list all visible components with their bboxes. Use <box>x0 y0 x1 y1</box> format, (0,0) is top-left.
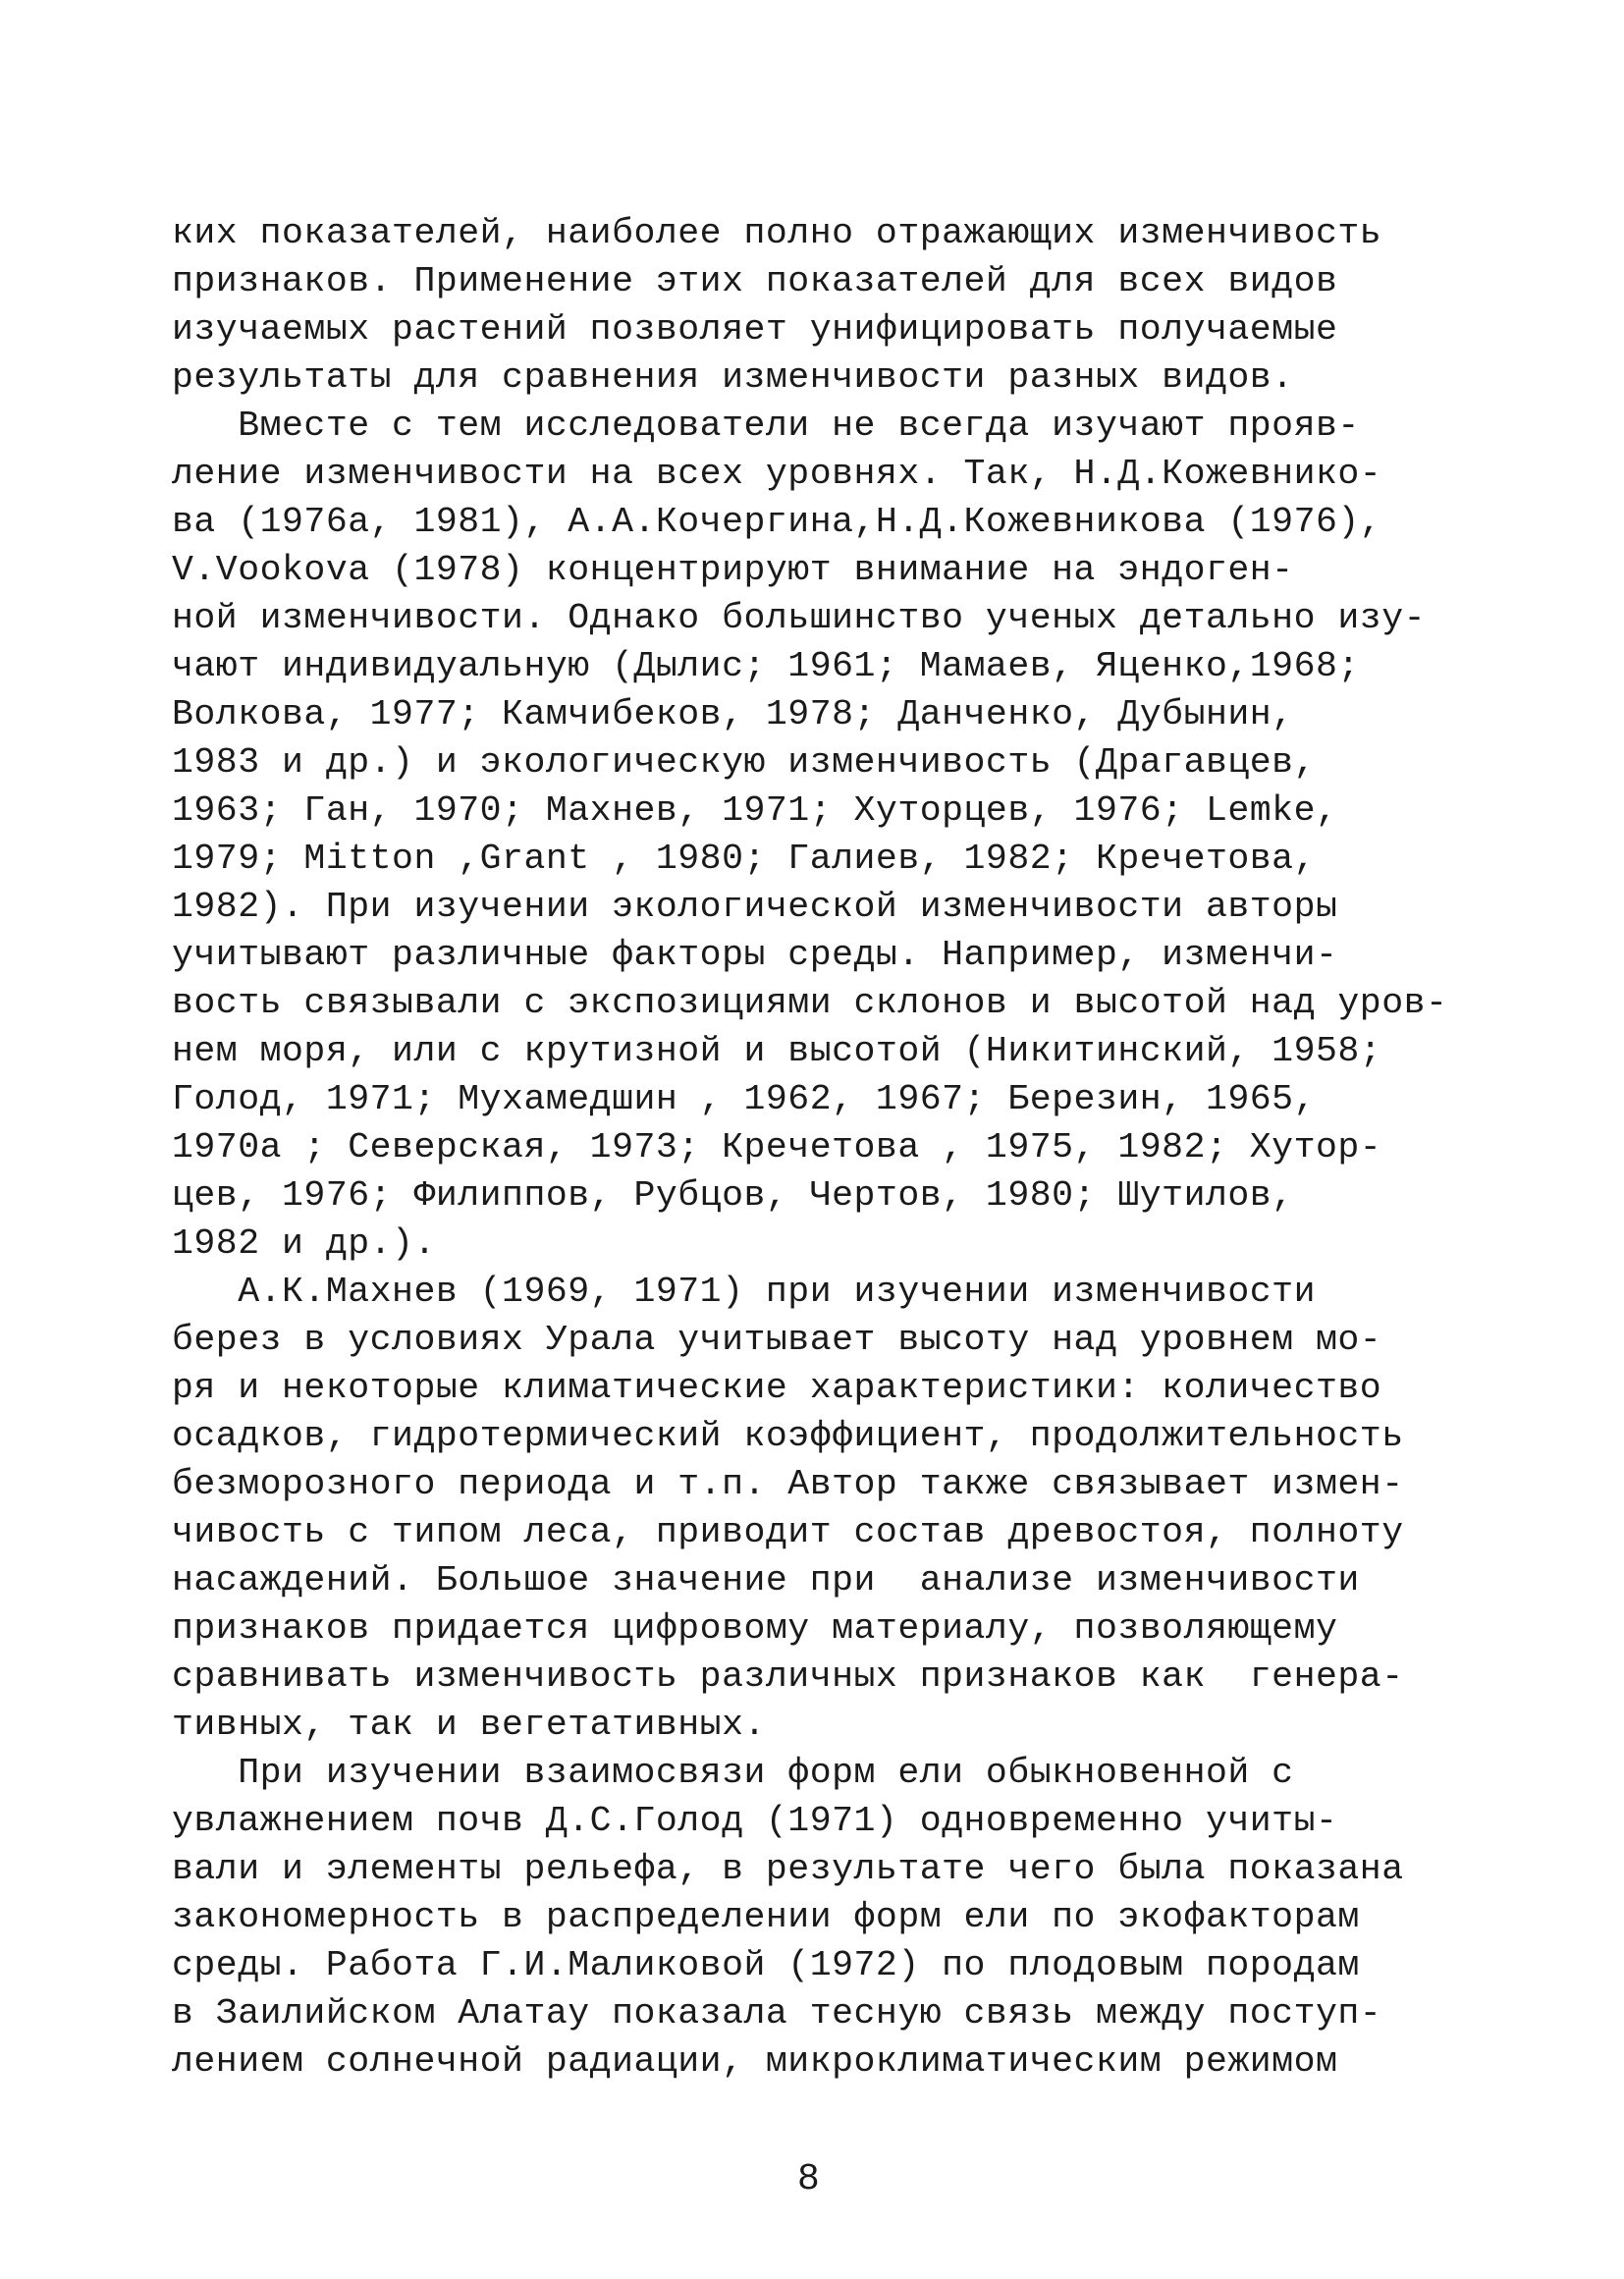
text-line: 1970а ; Северская, 1973; Кречетова , 1975, 1982; Хутор- <box>172 1127 1382 1167</box>
text-line: Волкова, 1977; Камчибеков, 1978; Данченко, Дубынин, <box>172 694 1294 734</box>
text-line: в Заилийском Алатау показала тесную связь между поступ- <box>172 1993 1382 2034</box>
text-line: 1979; Mitton ,Grant , 1980; Галиев, 1982; Кречетова, <box>172 839 1316 879</box>
text-line: 1982 и др.). <box>172 1223 436 1264</box>
text-line: лением солнечной радиации, микроклиматическим режимом <box>172 2041 1338 2082</box>
text-line: ва (1976а, 1981), А.А.Кочергина,Н.Д.Кожевникова (1976), <box>172 502 1382 542</box>
text-line: вость связывали с экспозициями склонов и высотой над уров- <box>172 983 1448 1023</box>
text-line: 1983 и др.) и экологическую изменчивость (Драгавцев, <box>172 742 1316 783</box>
text-line: При изучении взаимосвязи форм ели обыкновенной с <box>172 1753 1294 1793</box>
text-line: изучаемых растений позволяет унифицировать получаемые <box>172 309 1338 350</box>
text-line: Вместе с тем исследователи не всегда изучают прояв- <box>172 406 1360 446</box>
text-line: тивных, так и вегетативных. <box>172 1705 766 1745</box>
text-line: ких показателей, наиболее полно отражающих изменчивость <box>172 213 1382 253</box>
text-line: А.К.Махнев (1969, 1971) при изучении изменчивости <box>172 1272 1316 1312</box>
text-line: V.Vookova (1978) концентрируют внимание на эндоген- <box>172 550 1294 590</box>
text-line: чивость с типом леса, приводит состав древостоя, полноту <box>172 1512 1404 1552</box>
text-line: насаждений. Большое значение при анализе изменчивости <box>172 1560 1360 1601</box>
page-number: 8 <box>797 2158 820 2200</box>
text-line: среды. Работа Г.И.Маликовой (1972) по плодовым породам <box>172 1945 1360 1985</box>
text-line: увлажнением почв Д.С.Голод (1971) одновременно учиты- <box>172 1801 1338 1841</box>
text-line: ной изменчивости. Однако большинство ученых детально изу- <box>172 598 1427 638</box>
text-line: результаты для сравнения изменчивости разных видов. <box>172 357 1294 398</box>
text-line: цев, 1976; Филиппов, Рубцов, Чертов, 1980; Шутилов, <box>172 1175 1294 1216</box>
text-line: 1963; Ган, 1970; Махнев, 1971; Хуторцев, 1976; Lemke, <box>172 790 1338 831</box>
text-line: безморозного периода и т.п. Автор также связывает измен- <box>172 1464 1404 1504</box>
text-line: нем моря, или с крутизной и высотой (Никитинский, 1958; <box>172 1031 1382 1071</box>
text-line: признаков. Применение этих показателей для всех видов <box>172 261 1338 301</box>
text-line: ление изменчивости на всех уровнях. Так, Н.Д.Кожевнико- <box>172 454 1382 494</box>
text-line: чают индивидуальную (Дылис; 1961; Мамаев, Яценко,1968; <box>172 646 1360 686</box>
text-line: сравнивать изменчивость различных признаков как генера- <box>172 1656 1404 1697</box>
text-line: осадков, гидротермический коэффициент, продолжительность <box>172 1416 1404 1456</box>
text-line: закономерность в распределении форм ели по экофакторам <box>172 1897 1360 1937</box>
text-line: учитывают различные факторы среды. Например, изменчи- <box>172 935 1338 975</box>
text-line: вали и элементы рельефа, в результате чего была показана <box>172 1849 1404 1889</box>
text-line: ря и некоторые климатические характеристики: количество <box>172 1368 1382 1408</box>
text-line: 1982). При изучении экологической изменчивости авторы <box>172 887 1338 927</box>
text-line: признаков придается цифровому материалу, позволяющему <box>172 1608 1338 1649</box>
text-line: Голод, 1971; Мухамедшин , 1962, 1967; Березин, 1965, <box>172 1079 1316 1119</box>
text-line: берез в условиях Урала учитывает высоту над уровнем мо- <box>172 1320 1382 1360</box>
